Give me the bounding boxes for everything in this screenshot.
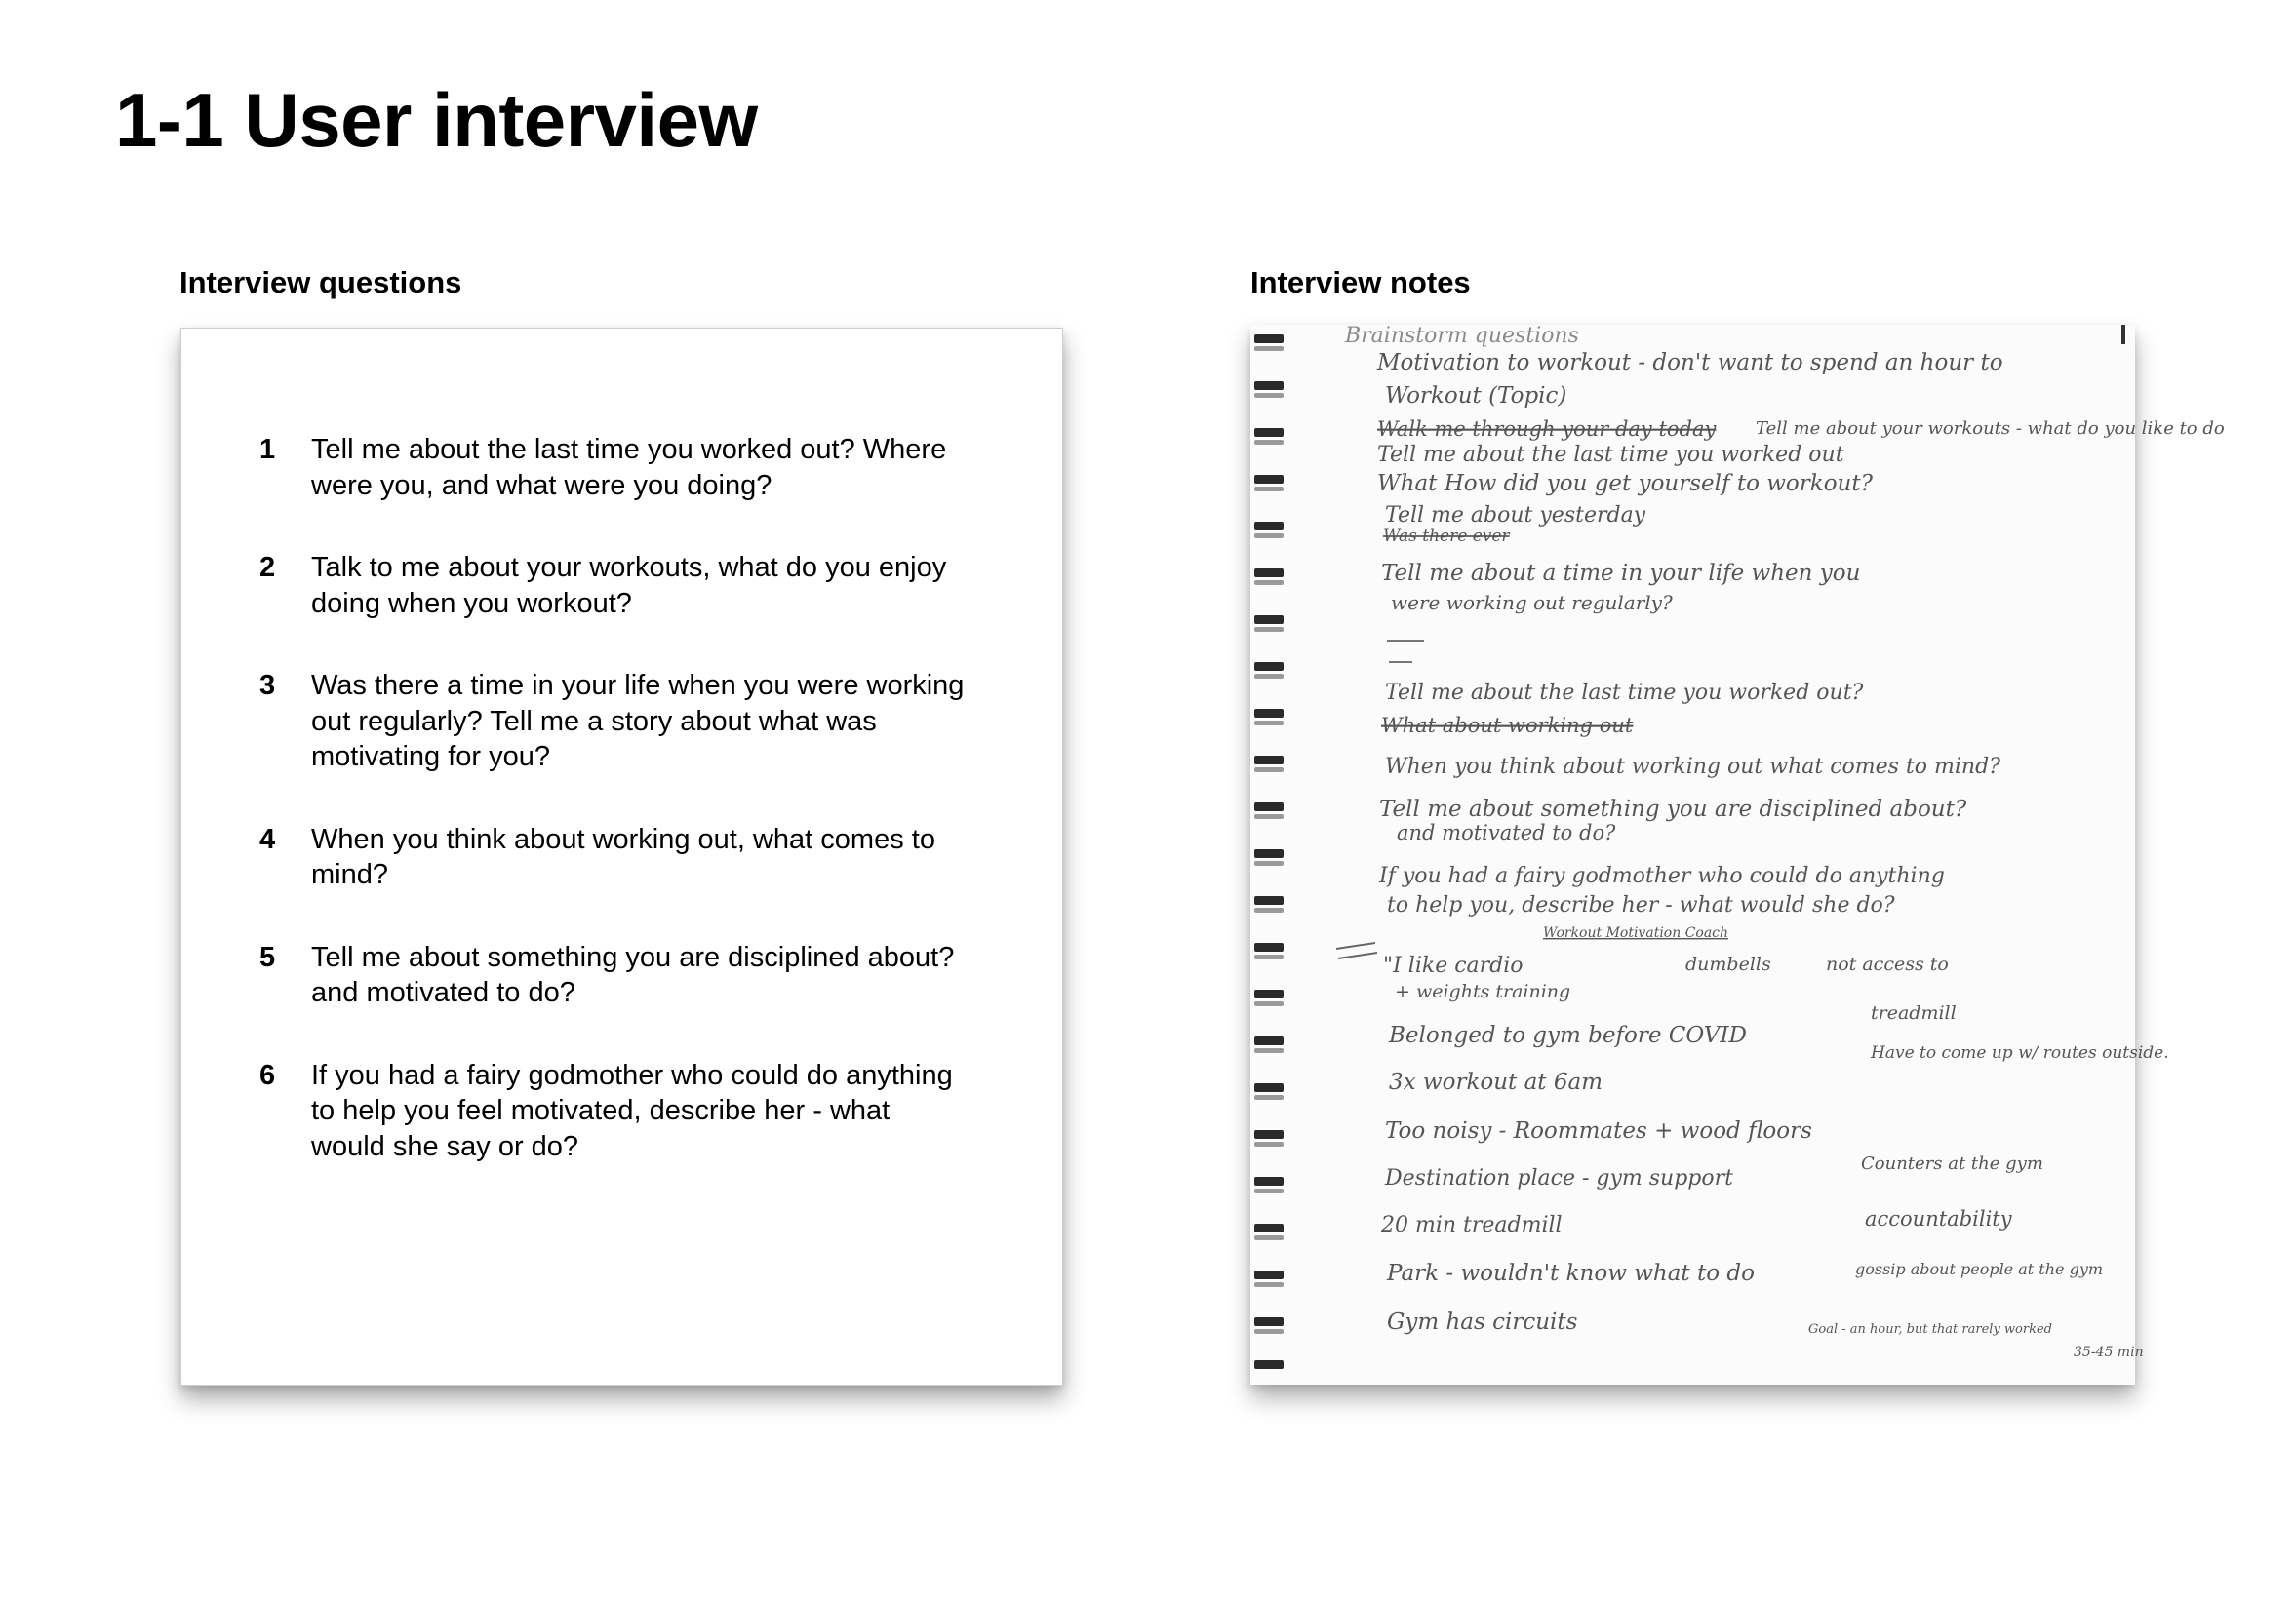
handwritten-line: 3x workout at 6am [1389,1070,1603,1095]
handwritten-line-struck: Was there ever [1383,527,1510,546]
handwritten-line: 20 min treadmill [1381,1213,1563,1237]
question-number: 2 [259,552,276,583]
handwritten-line: not access to [1826,954,1949,975]
interview-notes-heading: Interview notes [1250,265,1471,299]
handwritten-line: "I like cardio [1383,954,1524,978]
question-item [259,822,971,893]
question-number: 4 [259,823,276,855]
page-title: 1-1 User interview [115,77,758,163]
question-number: 5 [259,941,276,973]
handwritten-side-note: Goal - an hour, but that rarely worked [1808,1322,2052,1337]
interview-questions-heading: Interview questions [179,265,462,299]
handwritten-line: When you think about working out what comes to mind? [1385,755,2000,779]
handwritten-line: Tell me about the last time you worked out [1377,443,1844,467]
handwritten-line-struck: Walk me through your day today [1377,417,1717,441]
handwritten-line: treadmill [1871,1002,1957,1024]
handwritten-line: were working out regularly? [1391,591,1673,614]
question-item [259,940,971,1011]
question-text: Tell me about something you are disciplined about? and motivated to do? [311,941,955,1008]
question-number: 6 [259,1059,276,1091]
question-text: When you think about working out, what comes to mind? [311,823,935,890]
handwritten-line: Tell me about the last time you worked out? [1385,681,1864,705]
handwritten-line: What How did you get yourself to workout? [1377,471,1873,496]
handwritten-side-note: Have to come up w/ routes outside. [1871,1043,2169,1063]
handwritten-line: Motivation to workout - don't want to spend an hour to [1377,350,2003,375]
handwritten-side-note: Counters at the gym [1861,1153,2043,1174]
question-item [259,432,971,503]
handwritten-side-note: 35-45 min [2074,1345,2144,1360]
scribble [1387,641,1424,662]
handwritten-line: dumbells [1685,954,1771,975]
handwritten-side-note: gossip about people at the gym [1855,1260,2104,1278]
handwritten-line: and motivated to do? [1397,821,1616,844]
question-item [259,668,971,775]
handwritten-line: Destination place - gym support [1385,1166,1733,1191]
handwritten-notes-page [1250,324,2225,1385]
question-list [259,432,971,1211]
question-text: If you had a fairy godmother who could do anything to help you feel motivated, describe her - what would she say or do? [311,1059,953,1162]
question-number: 3 [259,670,276,701]
handwritten-line: Tell me about yesterday [1385,503,1646,528]
question-text: Talk to me about your workouts, what do you enjoy doing when you workout? [311,552,947,619]
handwritten-side-note: Tell me about your workouts - what do you like to do [1756,418,2225,439]
handwritten-line: If you had a fairy godmother who could do anything [1379,864,1945,888]
question-item [259,1058,971,1165]
handwritten-line-struck: What about working out [1381,714,1634,737]
handwritten-line: Park - wouldn't know what to do [1387,1261,1755,1286]
question-text: Was there a time in your life when you were working out regularly? Tell me a story about what was motivating for you? [311,670,965,772]
handwritten-line: Belonged to gym before COVID [1389,1023,1747,1048]
handwritten-line: Gym has circuits [1387,1310,1578,1335]
interview-notes-notebook [1250,324,2225,1385]
handwriting [1344,324,2225,1360]
handwritten-line: Brainstorm questions [1345,324,1579,348]
interview-questions-card [180,328,1063,1386]
question-text: Tell me about the last time you worked out? Where were you, and what were you doing? [311,434,947,501]
handwritten-line: Workout (Topic) [1385,383,1567,409]
question-number: 1 [259,434,276,465]
margin-mark [1336,943,1377,958]
handwritten-line: Workout Motivation Coach [1543,925,1729,941]
question-item [259,550,971,621]
handwritten-line: Too noisy - Roommates + wood floors [1385,1118,1812,1144]
handwritten-line: + weights training [1395,981,1571,1002]
handwritten-side-note: accountability [1865,1207,2012,1231]
handwritten-line: Tell me about something you are disciplined about? [1379,797,1967,822]
handwritten-line: to help you, describe her - what would she do? [1387,893,1895,918]
handwritten-line: Tell me about a time in your life when you [1381,561,1861,586]
